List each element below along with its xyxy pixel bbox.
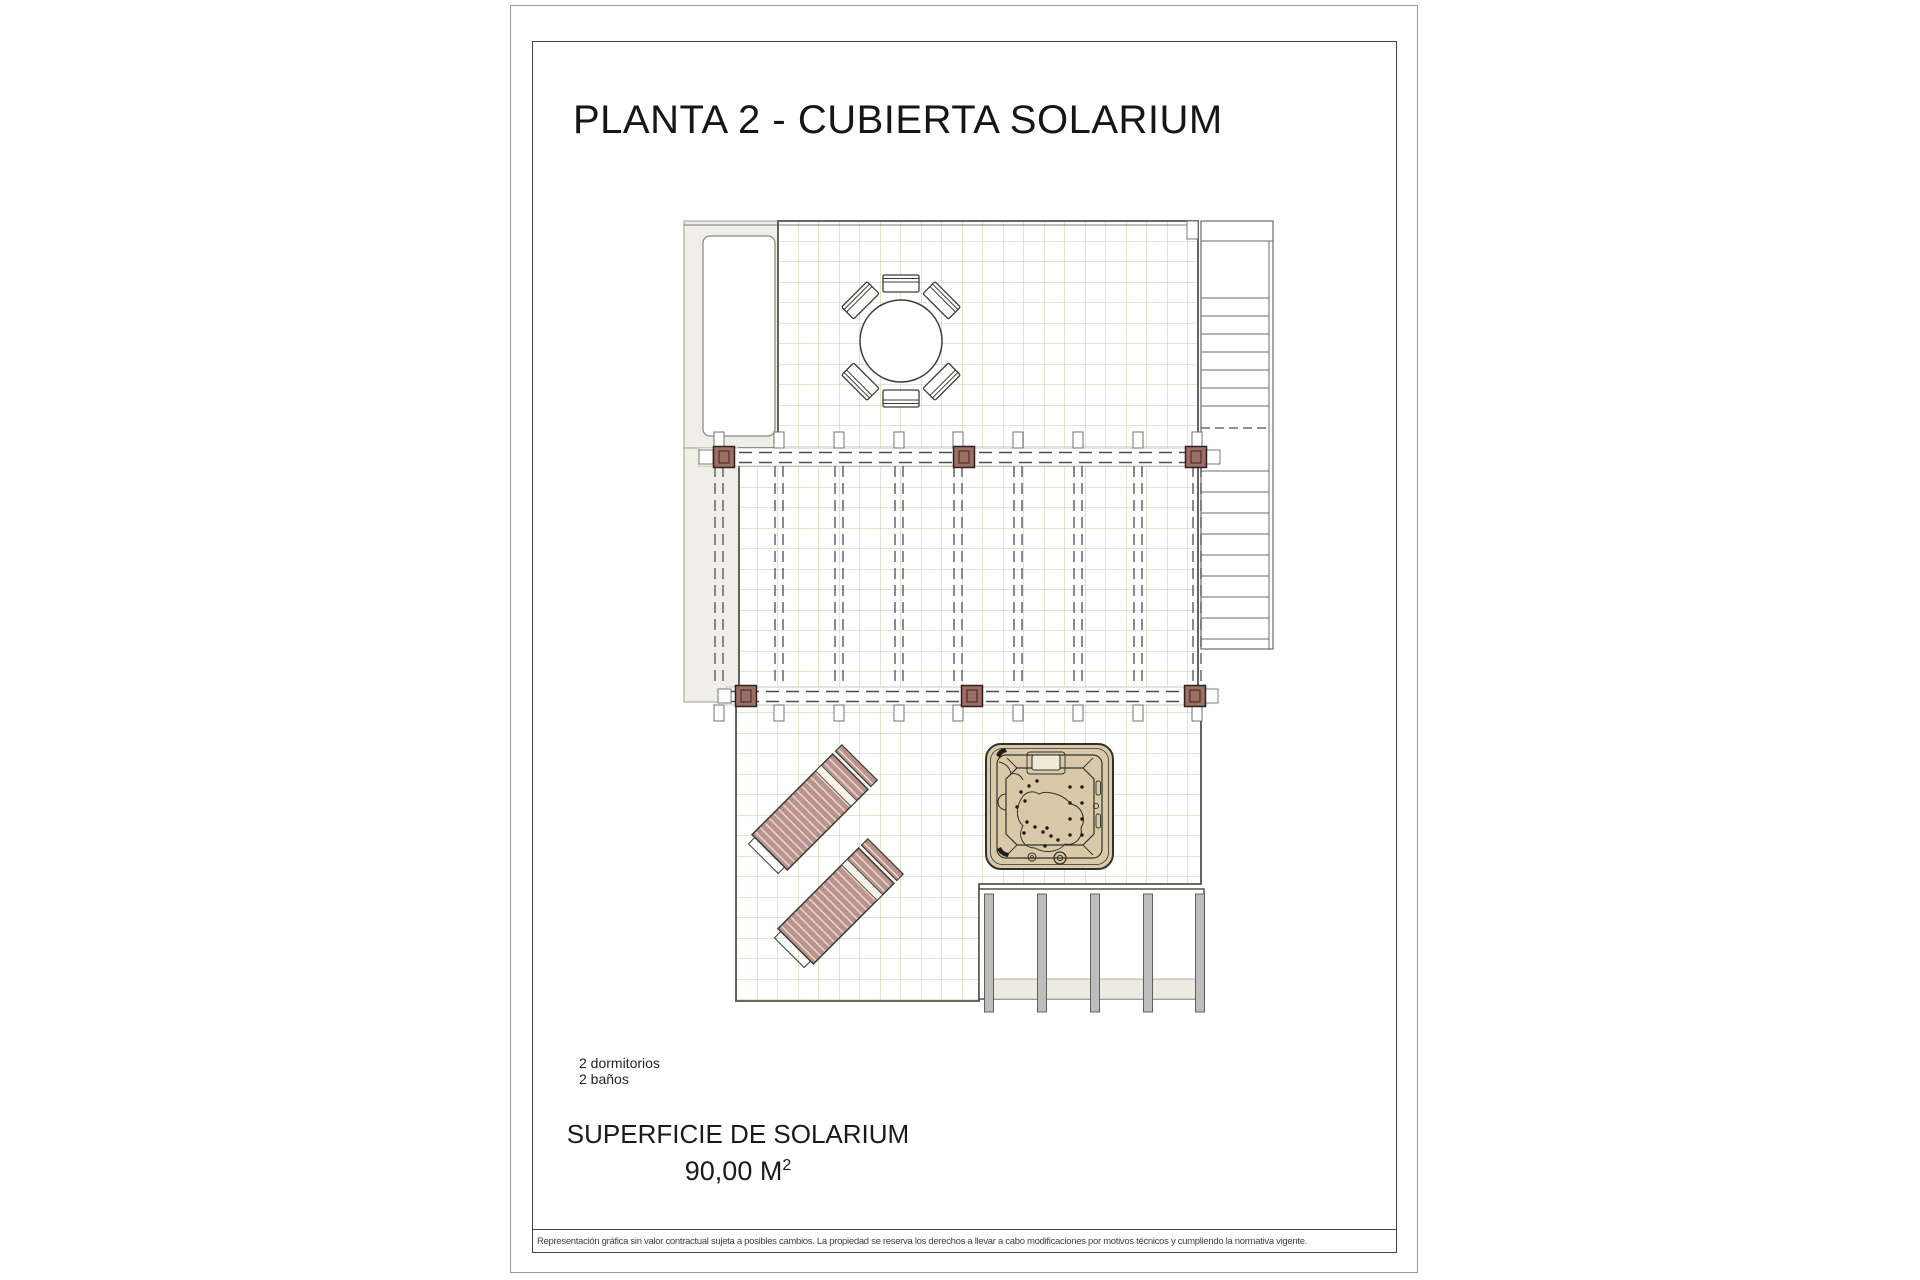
railing-post [1196,894,1205,1012]
round-table [860,300,942,382]
jacuzzi [986,744,1113,869]
pergola-post [1186,447,1207,468]
chair [883,275,919,292]
area-summary [538,1119,938,1187]
bedrooms-label: 2 dormitorios [579,1055,660,1071]
pergola-post [1185,686,1206,707]
chair [883,390,919,407]
terrace-step-notch [1187,221,1198,239]
railing-post [985,894,994,1012]
pergola-post [736,686,757,707]
bathrooms-label: 2 baños [579,1071,629,1087]
skylight [703,236,775,436]
balcony-railing [979,889,1205,1012]
pergola-post [962,686,983,707]
unit-details [579,1055,660,1087]
area-value: 90,00 $M^2$ [684,1156,792,1186]
railing-post [1144,894,1153,1012]
staircase [1201,221,1273,649]
railing-post [1091,894,1100,1012]
beam-seat [1206,450,1220,464]
side-strip [684,448,739,702]
area-label: SUPERFICIE DE SOLARIUM [566,1119,910,1149]
plan-sheet [510,5,1418,1273]
railing-post [1038,894,1047,1012]
pergola-upper-band [699,448,1206,466]
pergola-post [954,447,975,468]
legal-disclaimer: Representación gráfica sin valor contractual sujeta a posibles cambios. La propiedad se reserva los derechos a llevar a cabo modificaciones por motivos técnicos y cumpliendo la normativa vigente. [532,1229,1397,1253]
beam-seat [699,450,713,464]
beam-seat [718,689,731,703]
page-title: PLANTA 2 - CUBIERTA SOLARIUM [573,98,1223,142]
pergola-post [714,447,735,468]
